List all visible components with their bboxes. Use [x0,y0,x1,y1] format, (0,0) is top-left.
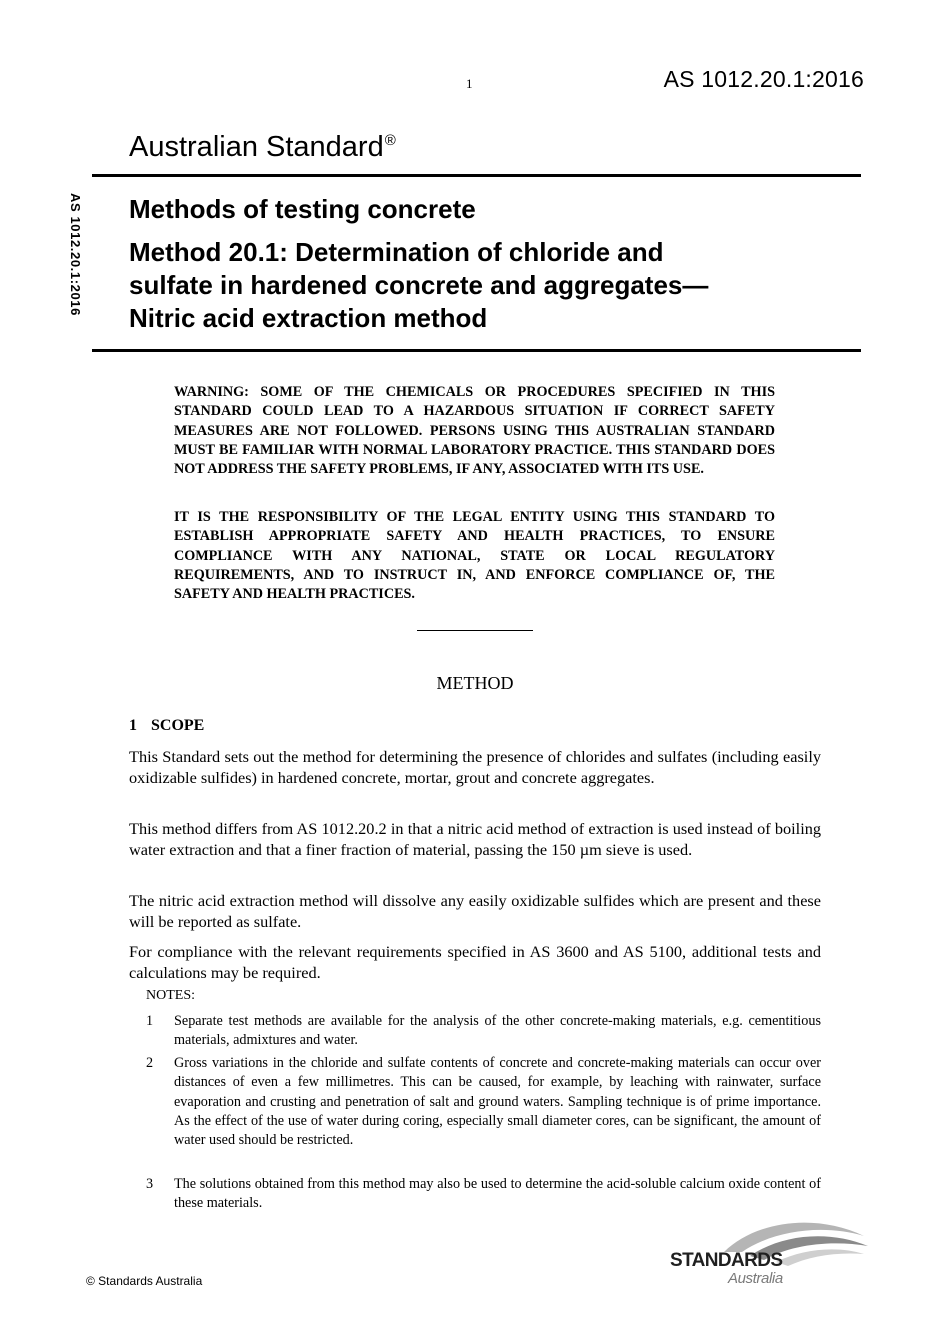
scope-paragraph: This Standard sets out the method for determining the presence of chlorides and sulfates (including easily oxidizable sulfides) in hardened concrete, mortar, grout and concrete aggregates. [129,747,821,787]
responsibility-paragraph: IT IS THE RESPONSIBILITY OF THE LEGAL ENTITY USING THIS STANDARD TO ESTABLISH APPROPRIATE SAFETY AND HEALTH PRACTICES, TO ENSURE COMPLIANCE WITH ANY NATIONAL, STATE OR LOCAL REGULATORY REQUIREMENTS, AND TO INSTRUCT IN, AND ENFORCE COMPLIANCE OF, THE SAFETY AND HEALTH PRACTICES. [174,509,775,603]
spine-code: AS 1012.20.1:2016 [68,193,83,316]
registered-mark: ® [384,132,396,149]
notes-label: NOTES: [146,988,195,1003]
note-item [146,1012,821,1051]
page-number: 1 [466,76,473,91]
scope-paragraph: The nitric acid extraction method will dissolve any easily oxidizable sulfides which are present and these will be reported as sulfate. [129,891,821,931]
method-title [129,236,829,335]
document-type [129,131,396,164]
method-title-line: Nitric acid extraction method [129,303,488,333]
title-rule-top [92,174,861,177]
warning-paragraph: WARNING: SOME OF THE CHEMICALS OR PROCEDURES SPECIFIED IN THIS STANDARD COULD LEAD TO A HAZARDOUS SITUATION IF CORRECT SAFETY MEASURES ARE NOT FOLLOWED. PERSONS USING THIS AUSTRALIAN STANDARD MUST BE FAMILIAR WITH NORMAL LABORATORY PRACTICE. THIS STANDARD DOES NOT ADDRESS THE SAFETY PROBLEMS, IF ANY, ASSOCIATED WITH ITS USE. [174,384,775,478]
standards-australia-logo [664,1216,868,1290]
method-heading: METHOD [436,673,514,693]
note-number: 3 [146,1176,154,1192]
note-number: 1 [146,1013,154,1029]
note-text: The solutions obtained from this method may also be used to determine the acid-soluble calcium oxide content of these materials. [174,1176,821,1212]
scope-paragraph: For compliance with the relevant requirements specified in AS 3600 and AS 5100, additional tests and calculations may be required. [129,942,821,982]
title-rule-bottom [92,349,861,352]
standard-code: AS 1012.20.1:2016 [663,66,864,92]
scope-paragraph: This method differs from AS 1012.20.2 in that a nitric acid method of extraction is used instead of boiling water extraction and that a finer fraction of material, passing the 150 µm sieve is used. [129,819,821,859]
note-item [146,1175,821,1214]
section-heading [129,717,204,735]
section-title: SCOPE [151,717,205,734]
note-number: 2 [146,1055,154,1071]
copyright: © Standards Australia [86,1274,203,1288]
section-number: 1 [129,717,137,734]
series-title: Methods of testing concrete [129,194,476,224]
logo-wordmark: STANDARDS [670,1250,783,1271]
note-text: Separate test methods are available for the analysis of the other concrete-making materials, e.g. cementitious materials, admixtures and water. [174,1013,821,1049]
note-item [146,1054,821,1150]
document-type-text: Australian Standard [129,131,384,163]
method-title-line: sulfate in hardened concrete and aggregates— [129,270,709,300]
logo-subtitle: Australia [728,1270,783,1287]
section-divider [417,630,533,631]
method-title-line: Method 20.1: Determination of chloride and [129,237,664,267]
note-text: Gross variations in the chloride and sulfate contents of concrete and concrete-making materials can occur over distances of even a few millimetres. This can be caused, for example, by leaching with rainwater, surface evaporation and crusting and penetration of salt and ground waters. Sampling technique is of prime importance. As the effect of the use of water during coring, especially small diameter cores, can be significant, the amount of water used should be restricted. [174,1055,821,1149]
